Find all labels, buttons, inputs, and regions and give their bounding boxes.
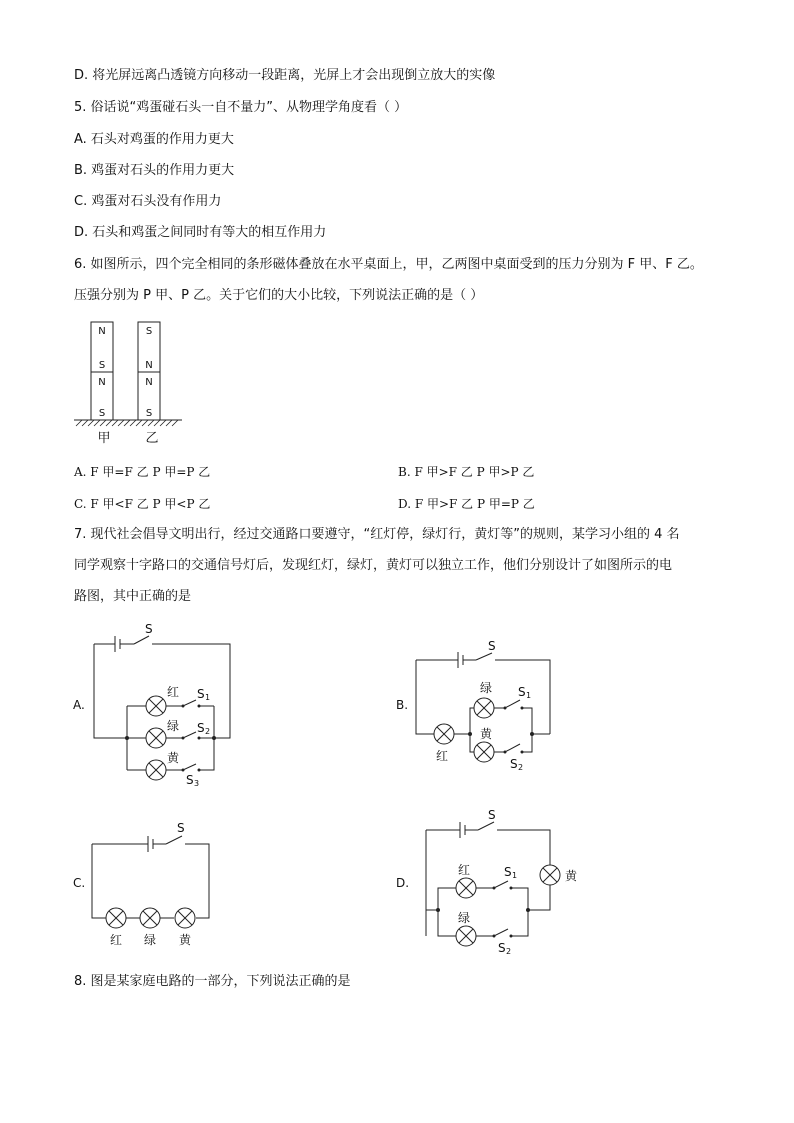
circuit-a-s1: S xyxy=(197,687,205,701)
q8-stem: 8. 图是某家庭电路的一部分，下列说法正确的是 xyxy=(74,974,351,989)
circuit-d-s2-sub: 2 xyxy=(506,947,512,956)
circuit-a-red: 红 xyxy=(167,685,180,699)
circuit-a-s2-sub: 2 xyxy=(205,727,211,736)
right-bottom-pole-1: N xyxy=(145,377,153,388)
circuit-a-s2: S xyxy=(197,721,205,735)
right-top-pole-2: N xyxy=(145,360,153,371)
left-bottom-pole-1: N xyxy=(98,377,106,388)
q5-option-b: B. 鸡蛋对石头的作用力更大 xyxy=(74,163,235,178)
q5-option-d: D. 石头和鸡蛋之间同时有等大的相互作用力 xyxy=(74,225,327,240)
circuit-b-s: S xyxy=(488,639,496,653)
circuit-d-s: S xyxy=(488,808,496,822)
circuit-b-label: B. xyxy=(396,698,409,712)
circuit-a-yellow: 黄 xyxy=(167,751,180,765)
q7-stem-line1: 7. 现代社会倡导文明出行，经过交通路口要遵守，“红灯停，绿灯行，黄灯等”的规则，某学习小组的 4 名 xyxy=(74,527,680,542)
circuit-d-yellow: 黄 xyxy=(565,869,578,883)
circuit-b xyxy=(410,634,560,774)
q6-option-a: A. F 甲=F 乙 P 甲=P 乙 xyxy=(74,465,211,479)
right-bottom-pole-2: S xyxy=(145,408,153,419)
right-top-pole-1: S xyxy=(145,326,153,337)
circuit-d-red: 红 xyxy=(458,863,471,877)
q6-stem-line1: 6. 如图所示，四个完全相同的条形磁体叠放在水平桌面上，甲，乙两图中桌面受到的压力分别为 F 甲、F 乙。 xyxy=(74,257,703,272)
circuit-c-s: S xyxy=(177,821,185,835)
q4-option-d: D. 将光屏远离凸透镜方向移动一段距离，光屏上才会出现倒立放大的实像 xyxy=(74,68,496,83)
circuit-a-s3-sub: 3 xyxy=(194,779,200,788)
circuit-d-s2: S xyxy=(498,941,506,955)
circuit-d-label: D. xyxy=(396,876,410,890)
circuit-b-s2: S xyxy=(510,757,518,771)
circuit-b-green: 绿 xyxy=(480,681,493,695)
circuit-c-yellow: 黄 xyxy=(179,933,192,947)
circuit-a-s1-sub: 1 xyxy=(205,693,211,702)
q6-option-b: B. F 甲>F 乙 P 甲>P 乙 xyxy=(398,465,535,479)
circuit-c-red: 红 xyxy=(110,933,123,947)
label-yi: 乙 xyxy=(145,431,159,446)
circuit-c-green: 绿 xyxy=(144,933,157,947)
q6-option-c: C. F 甲<F 乙 P 甲<P 乙 xyxy=(74,497,211,511)
circuit-d-green: 绿 xyxy=(458,911,471,925)
circuit-b-s1: S xyxy=(518,685,526,699)
q6-option-d: D. F 甲>F 乙 P 甲=P 乙 xyxy=(398,497,535,511)
left-top-pole-2: S xyxy=(98,360,106,371)
circuit-b-s2-sub: 2 xyxy=(518,763,524,772)
ground-hatch xyxy=(76,420,178,426)
circuit-d-s1-sub: 1 xyxy=(512,871,518,880)
q5-option-a: A. 石头对鸡蛋的作用力更大 xyxy=(74,132,234,147)
circuit-b-red: 红 xyxy=(436,749,449,763)
circuit-a-s: S xyxy=(145,622,153,636)
circuit-a-s3: S xyxy=(186,773,194,787)
q6-magnet-figure xyxy=(70,318,190,446)
circuit-c xyxy=(88,814,218,954)
circuit-d-s1: S xyxy=(504,865,512,879)
q5-option-c: C. 鸡蛋对石头没有作用力 xyxy=(74,194,222,209)
label-jia: 甲 xyxy=(97,431,111,446)
left-bottom-pole-2: S xyxy=(98,408,106,419)
circuit-c-label: C. xyxy=(73,876,86,890)
circuit-d xyxy=(410,806,600,956)
q5-stem: 5. 俗话说“鸡蛋碰石头一自不量力”、从物理学角度看（ ） xyxy=(74,100,408,115)
q7-stem-line3: 路图，其中正确的是 xyxy=(74,589,192,604)
circuit-b-yellow: 黄 xyxy=(480,727,493,741)
circuit-b-s1-sub: 1 xyxy=(526,691,532,700)
circuit-a-green: 绿 xyxy=(167,719,180,733)
q6-stem-line2: 压强分别为 P 甲、P 乙。关于它们的大小比较，下列说法正确的是（ ） xyxy=(74,288,484,303)
circuit-a xyxy=(90,620,240,790)
q7-stem-line2: 同学观察十字路口的交通信号灯后，发现红灯，绿灯，黄灯可以独立工作，他们分别设计了如图所示的电 xyxy=(74,558,673,573)
left-top-pole-1: N xyxy=(98,326,106,337)
circuit-a-label: A. xyxy=(73,698,85,712)
